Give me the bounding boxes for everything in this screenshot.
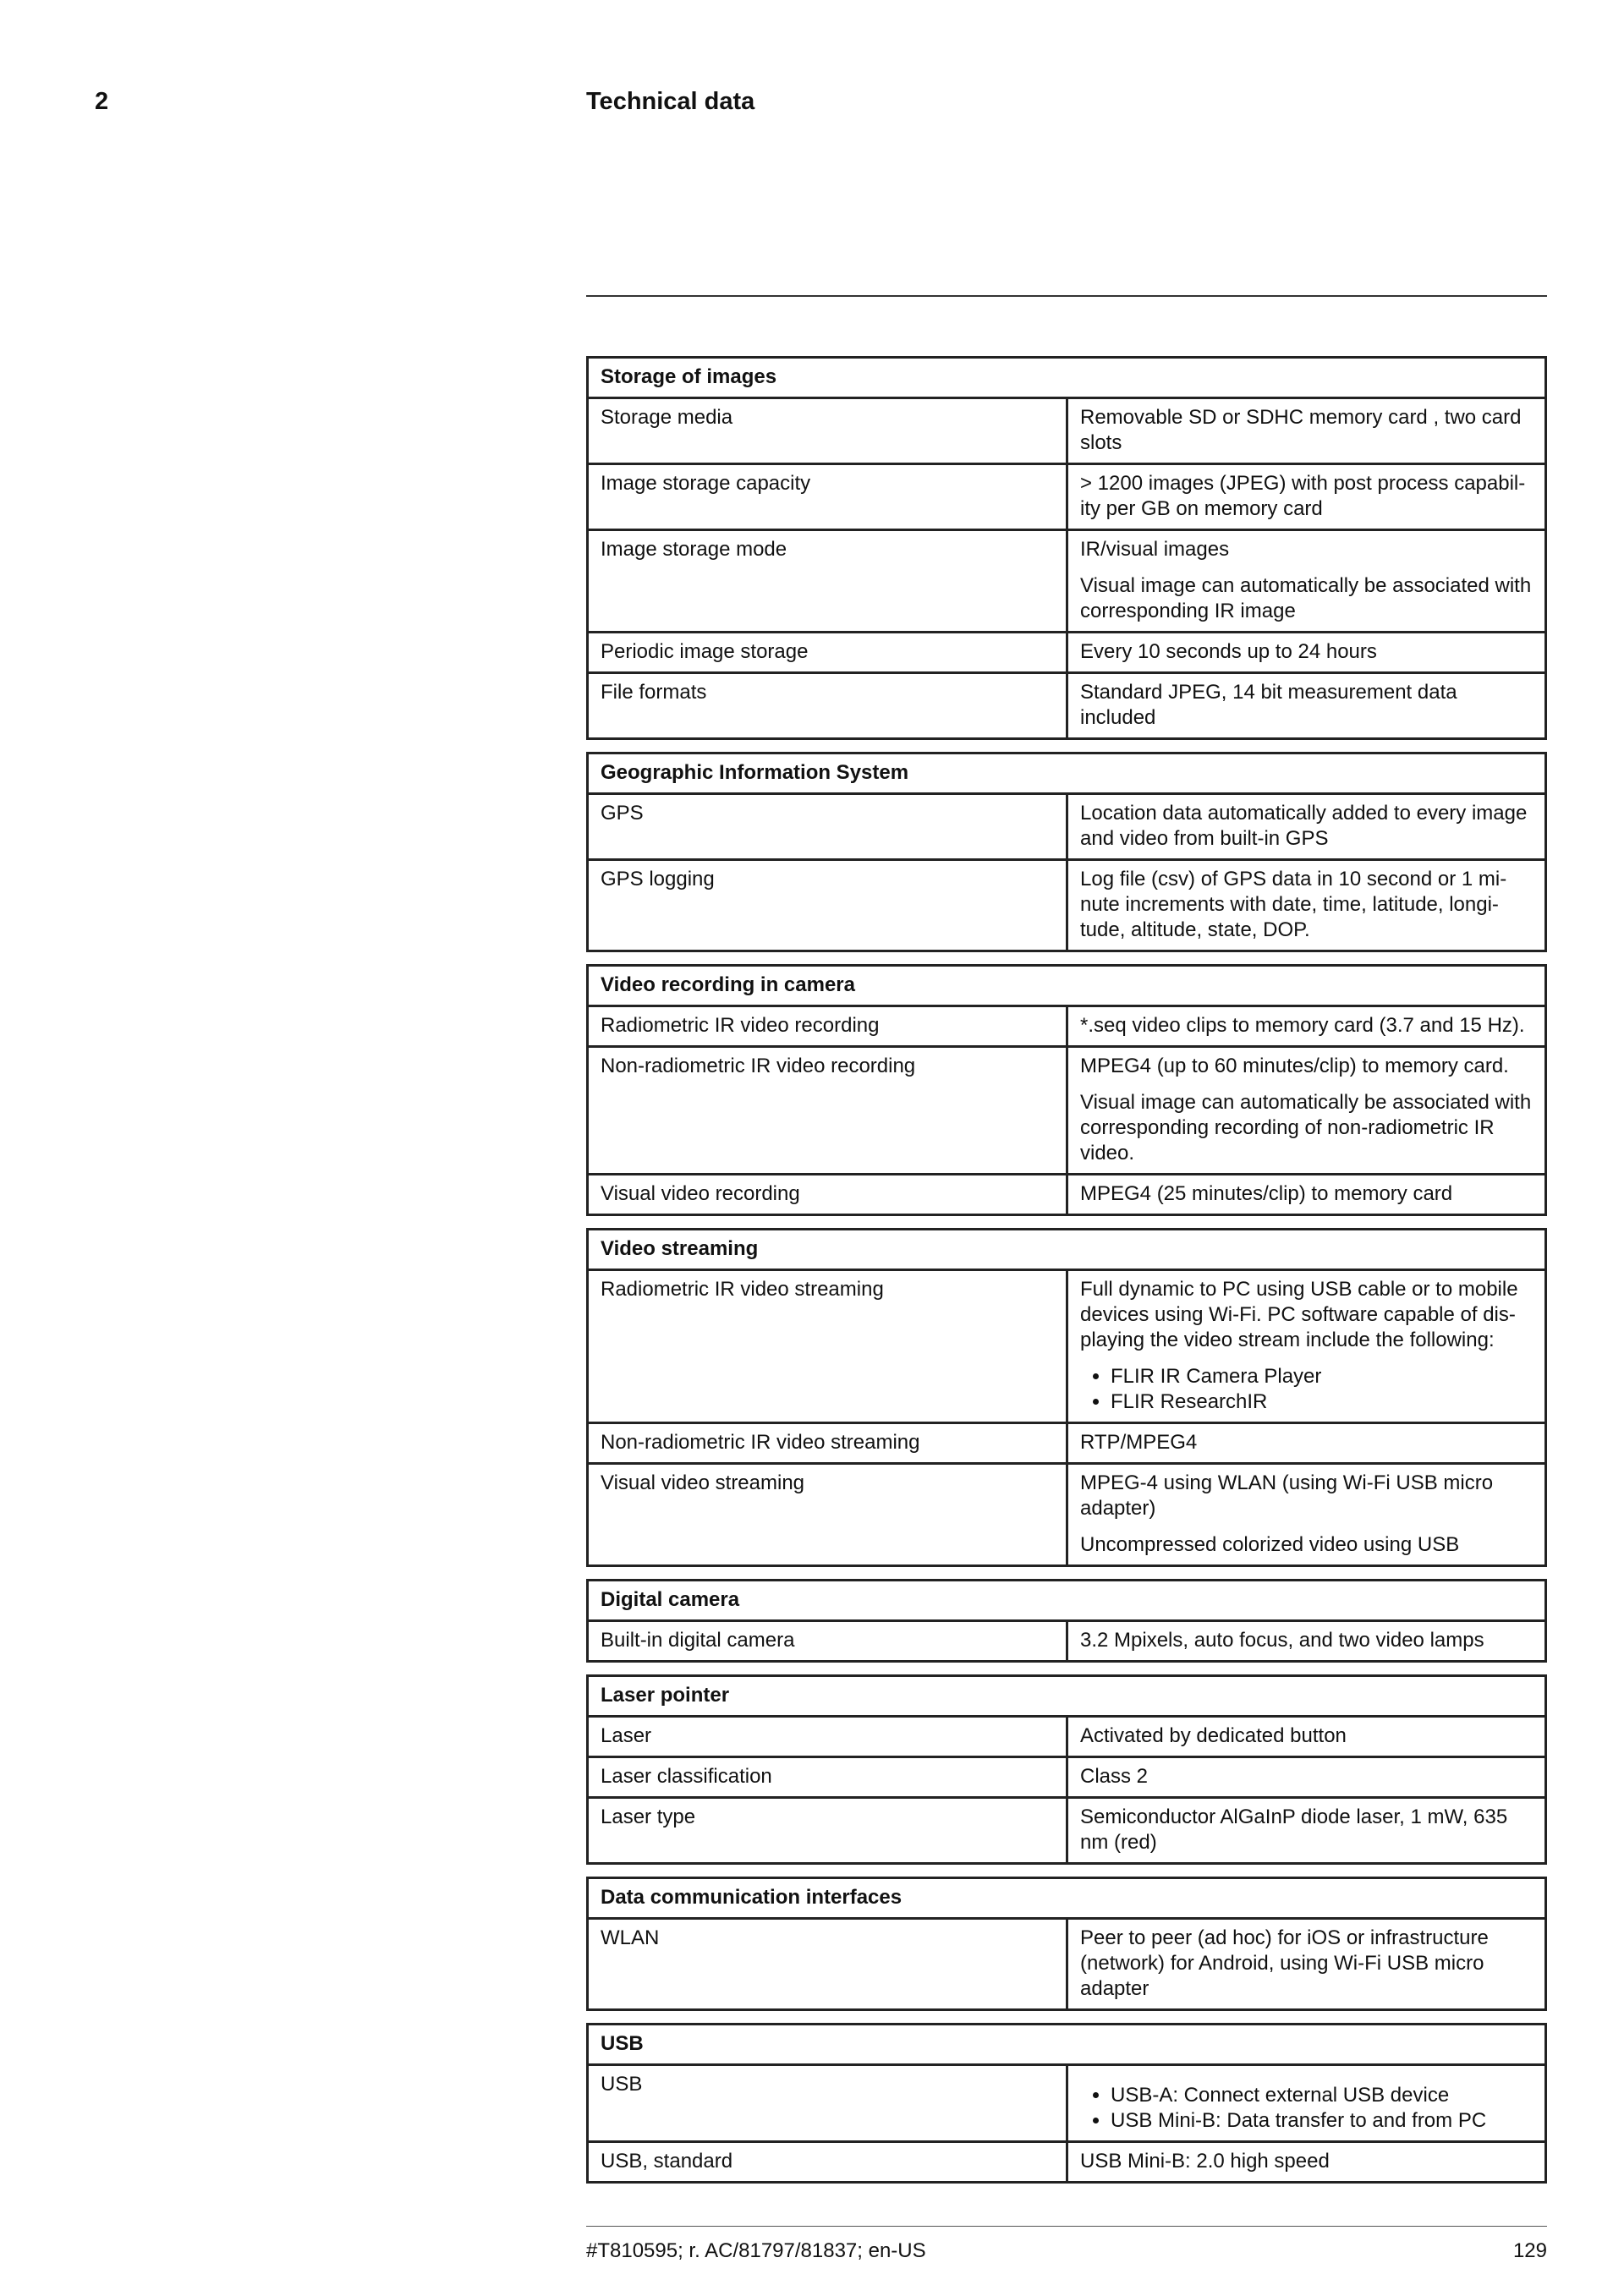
spec-label: GPS logging (588, 860, 1067, 951)
spec-value-text: 3.2 Mpixels, auto focus, and two video lamps (1080, 1629, 1484, 1652)
spec-table (586, 356, 1547, 740)
spec-value-text: Class 2 (1080, 1765, 1149, 1788)
list-item: • FLIR IR Camera Player (1111, 1364, 1533, 1389)
spec-table (586, 1674, 1547, 1865)
spec-table (586, 1579, 1547, 1663)
spec-value-text: Visual image can automatically be associated with corresponding recording of non-radiometric IR video. (1080, 1091, 1532, 1164)
table-row (588, 1175, 1546, 1215)
spec-value (1067, 1270, 1546, 1423)
table-row (588, 1757, 1546, 1798)
spec-label: Non-radiometric IR video recording (588, 1047, 1067, 1175)
spec-value (1067, 1047, 1546, 1175)
spec-label: Built-in digital camera (588, 1621, 1067, 1662)
spec-value-text: Semiconductor AlGaInP diode laser, 1 mW, 635 nm (red) (1080, 1806, 1508, 1854)
spec-value-text: MPEG4 (25 minutes/clip) to memory card (1080, 1182, 1453, 1205)
spec-label: Image storage capacity (588, 464, 1067, 530)
spec-label: File formats (588, 673, 1067, 739)
table-title: Video streaming (588, 1230, 1546, 1270)
table-row (588, 1621, 1546, 1662)
spec-value-text: Activated by dedicated button (1080, 1724, 1347, 1747)
spec-label: Laser (588, 1717, 1067, 1757)
spec-value (1067, 1423, 1546, 1464)
spec-value (1067, 398, 1546, 464)
table-row (588, 2142, 1546, 2183)
spec-value-text: Standard JPEG, 14 bit measurement data included (1080, 681, 1457, 729)
spec-label: Radiometric IR video streaming (588, 1270, 1067, 1423)
spec-label: Laser classification (588, 1757, 1067, 1798)
table-row (588, 673, 1546, 739)
table-title: Laser pointer (588, 1676, 1546, 1717)
spec-value (1067, 530, 1546, 633)
spec-label: Image storage mode (588, 530, 1067, 633)
spec-label: Visual video recording (588, 1175, 1067, 1215)
spec-value (1067, 860, 1546, 951)
spec-table (586, 964, 1547, 1216)
spec-value-text: MPEG4 (up to 60 minutes/clip) to memory card. (1080, 1055, 1509, 1077)
table-row (588, 2065, 1546, 2142)
spec-label: USB (588, 2065, 1067, 2142)
table-row (588, 1423, 1546, 1464)
spec-value (1067, 2142, 1546, 2183)
table-row (588, 633, 1546, 673)
spec-value-text: *.seq video clips to memory card (3.7 and 15 Hz). (1080, 1014, 1525, 1037)
spec-value (1067, 1175, 1546, 1215)
bullet-list (1080, 1364, 1533, 1415)
spec-value-text: Visual image can automatically be associated with corresponding IR image (1080, 574, 1532, 622)
list-item: • FLIR ResearchIR (1111, 1389, 1533, 1415)
spec-value-text: RTP/MPEG4 (1080, 1431, 1198, 1454)
page-title: Technical data (586, 88, 755, 115)
table-row (588, 1798, 1546, 1864)
table-row (588, 464, 1546, 530)
table-title: Geographic Information System (588, 753, 1546, 794)
spec-value (1067, 1621, 1546, 1662)
spec-value (1067, 464, 1546, 530)
spec-value-text: Full dynamic to PC using USB cable or to mobile devices using Wi-Fi. PC software capable of dis-playing the video stream include the following: (1080, 1278, 1518, 1351)
list-item: • USB Mini-B: Data transfer to and from PC (1111, 2108, 1533, 2134)
spec-label: WLAN (588, 1919, 1067, 2010)
spec-label: Storage media (588, 398, 1067, 464)
spec-value-text: MPEG-4 using WLAN (using Wi-Fi USB micro adapter) (1080, 1471, 1494, 1520)
spec-value (1067, 1798, 1546, 1864)
spec-value (1067, 1464, 1546, 1566)
spec-value (1067, 1757, 1546, 1798)
spec-table (586, 1228, 1547, 1567)
spec-value-text: > 1200 images (JPEG) with post process capabil-ity per GB on memory card (1080, 472, 1526, 520)
table-row (588, 860, 1546, 951)
spec-value (1067, 794, 1546, 860)
spec-value (1067, 633, 1546, 673)
spec-value-text: Location data automatically added to every image and video from built-in GPS (1080, 802, 1528, 850)
spec-value-text: USB Mini-B: 2.0 high speed (1080, 2150, 1330, 2173)
spec-label: Radiometric IR video recording (588, 1006, 1067, 1047)
table-title: Video recording in camera (588, 966, 1546, 1006)
spec-value (1067, 673, 1546, 739)
table-row (588, 1270, 1546, 1423)
page-number: 129 (1512, 2239, 1547, 2262)
spec-label: Periodic image storage (588, 633, 1067, 673)
spec-table (586, 2023, 1547, 2184)
spec-value-text: Peer to peer (ad hoc) for iOS or infrastructure (network) for Android, using Wi-Fi USB micro adapter (1080, 1926, 1489, 2000)
spec-label: Visual video streaming (588, 1464, 1067, 1566)
table-row (588, 1919, 1546, 2010)
spec-value (1067, 2065, 1546, 2142)
spec-value-text: IR/visual images (1080, 538, 1230, 561)
footer-divider (586, 2226, 1547, 2227)
spec-value (1067, 1717, 1546, 1757)
spec-table (586, 1877, 1547, 2011)
spec-table (586, 752, 1547, 952)
bullet-list (1080, 2083, 1533, 2134)
chapter-number: 2 (95, 88, 109, 115)
list-item: • USB-A: Connect external USB device (1111, 2083, 1533, 2108)
spec-label: Non-radiometric IR video streaming (588, 1423, 1067, 1464)
spec-label: USB, standard (588, 2142, 1067, 2183)
spec-value (1067, 1006, 1546, 1047)
table-row (588, 1717, 1546, 1757)
table-title: USB (588, 2025, 1546, 2065)
table-row (588, 530, 1546, 633)
table-row (588, 1464, 1546, 1566)
spec-label: Laser type (588, 1798, 1067, 1864)
spec-label: GPS (588, 794, 1067, 860)
spec-value-text: Every 10 seconds up to 24 hours (1080, 640, 1377, 663)
spec-value-text: Log file (csv) of GPS data in 10 second or 1 mi-nute increments with date, time, latitude, longi-tude, altitude, state, DOP. (1080, 868, 1507, 941)
table-title: Data communication interfaces (588, 1878, 1546, 1919)
spec-value-text: Removable SD or SDHC memory card , two card slots (1080, 406, 1522, 454)
table-title: Storage of images (588, 358, 1546, 398)
spec-value (1067, 1919, 1546, 2010)
table-row (588, 398, 1546, 464)
table-row (588, 1006, 1546, 1047)
table-row (588, 794, 1546, 860)
spec-value-text: Uncompressed colorized video using USB (1080, 1533, 1460, 1556)
header-divider (586, 295, 1547, 297)
document-id: #T810595; r. AC/81797/81837; en-US (586, 2239, 926, 2262)
spec-tables (586, 356, 1547, 2195)
table-row (588, 1047, 1546, 1175)
table-title: Digital camera (588, 1581, 1546, 1621)
